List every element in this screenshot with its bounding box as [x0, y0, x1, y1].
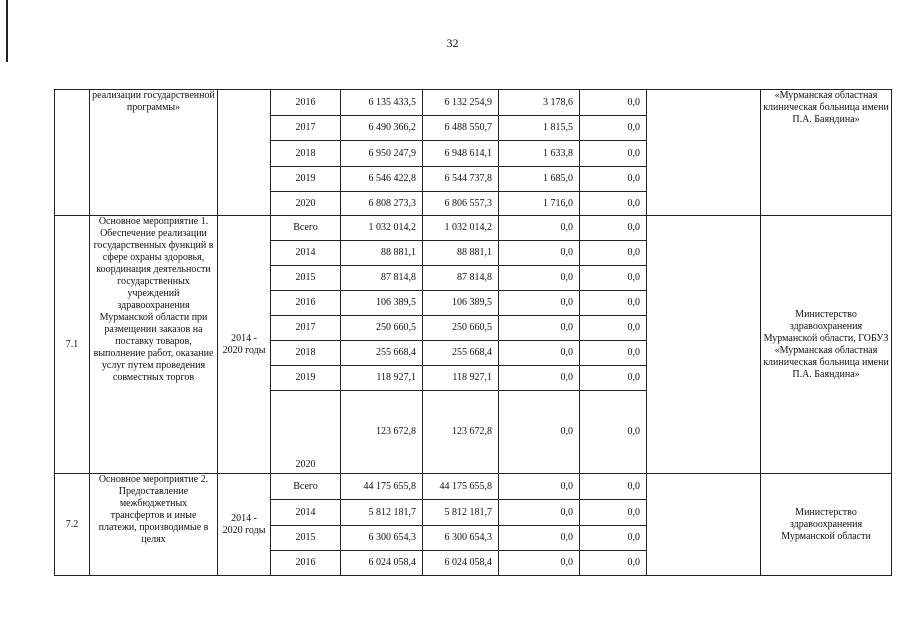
regional-budget-cell: 250 660,5 [423, 316, 499, 341]
other-sources-cell: 0,0 [580, 341, 647, 366]
total-cell: 87 814,8 [341, 266, 423, 291]
regional-budget-cell: 87 814,8 [423, 266, 499, 291]
year-cell: 2016 [271, 291, 341, 316]
total-cell: 250 660,5 [341, 316, 423, 341]
other-sources-cell: 0,0 [580, 116, 647, 141]
other-sources-cell: 0,0 [580, 366, 647, 391]
executor-cell: «Мурманская областная клиническая больница имени П.А. Баяндина» [761, 90, 892, 216]
federal-budget-cell: 0,0 [499, 500, 580, 526]
federal-budget-cell: 1 633,8 [499, 141, 580, 167]
table-row [55, 474, 892, 500]
period-cell: 2014 - 2020 годы [218, 216, 271, 474]
total-cell: 255 668,4 [341, 341, 423, 366]
indicator-cell [647, 90, 761, 216]
total-cell: 123 672,8 [341, 391, 423, 474]
regional-budget-cell: 6 544 737,8 [423, 167, 499, 192]
other-sources-cell: 0,0 [580, 316, 647, 341]
federal-budget-cell: 0,0 [499, 241, 580, 266]
regional-budget-cell: 6 948 614,1 [423, 141, 499, 167]
total-cell: 1 032 014,2 [341, 216, 423, 241]
total-cell: 118 927,1 [341, 366, 423, 391]
regional-budget-cell: 5 812 181,7 [423, 500, 499, 526]
regional-budget-cell: 123 672,8 [423, 391, 499, 474]
regional-budget-cell: 6 132 254,9 [423, 90, 499, 116]
year-cell: 2018 [271, 341, 341, 366]
total-cell: 6 490 366,2 [341, 116, 423, 141]
other-sources-cell: 0,0 [580, 90, 647, 116]
federal-budget-cell: 0,0 [499, 391, 580, 474]
year-cell: 2019 [271, 167, 341, 192]
year-cell: 2018 [271, 141, 341, 167]
page-edge-mark [6, 0, 8, 62]
other-sources-cell: 0,0 [580, 266, 647, 291]
federal-budget-cell: 1 716,0 [499, 192, 580, 216]
year-cell: 2020 [271, 192, 341, 216]
executor-cell: Министерство здравоохранения Мурманской области, ГОБУЗ «Мурманская областная клиническая больница имени П.А. Баяндина» [761, 216, 892, 474]
other-sources-cell: 0,0 [580, 167, 647, 192]
federal-budget-cell: 0,0 [499, 474, 580, 500]
federal-budget-cell: 0,0 [499, 341, 580, 366]
regional-budget-cell: 6 488 550,7 [423, 116, 499, 141]
total-cell: 44 175 655,8 [341, 474, 423, 500]
row-number [55, 90, 90, 216]
executor-cell: Министерство здравоохранения Мурманской области [761, 474, 892, 576]
federal-budget-cell: 1 685,0 [499, 167, 580, 192]
regional-budget-cell: 255 668,4 [423, 341, 499, 366]
other-sources-cell: 0,0 [580, 216, 647, 241]
regional-budget-cell: 6 300 654,3 [423, 526, 499, 551]
other-sources-cell: 0,0 [580, 551, 647, 576]
other-sources-cell: 0,0 [580, 291, 647, 316]
regional-budget-cell: 118 927,1 [423, 366, 499, 391]
other-sources-cell: 0,0 [580, 241, 647, 266]
period-cell: 2014 - 2020 годы [218, 474, 271, 576]
year-cell: 2015 [271, 266, 341, 291]
year-cell: 2014 [271, 500, 341, 526]
federal-budget-cell: 0,0 [499, 551, 580, 576]
year-cell: 2014 [271, 241, 341, 266]
table-row [55, 216, 892, 241]
total-cell: 6 808 273,3 [341, 192, 423, 216]
year-cell: Всего [271, 216, 341, 241]
year-cell: 2015 [271, 526, 341, 551]
year-cell: 2016 [271, 90, 341, 116]
activity-title: Основное мероприятие 1. Обеспечение реализации государственных функций в сфере охраны здоровья, координация деятельности государственных учреждений здравоохранения Мурманской области при размещении заказов на поставку товаров, выполнение работ, оказание услуг путем проведения совместных торгов [90, 216, 218, 474]
other-sources-cell: 0,0 [580, 192, 647, 216]
period-cell [218, 90, 271, 216]
regional-budget-cell: 1 032 014,2 [423, 216, 499, 241]
regional-budget-cell: 44 175 655,8 [423, 474, 499, 500]
total-cell: 6 950 247,9 [341, 141, 423, 167]
total-cell: 6 024 058,4 [341, 551, 423, 576]
program-table [54, 89, 892, 576]
table-row [55, 90, 892, 116]
regional-budget-cell: 106 389,5 [423, 291, 499, 316]
page-number: 32 [446, 36, 459, 50]
total-cell: 5 812 181,7 [341, 500, 423, 526]
row-number: 7.1 [55, 216, 90, 474]
year-cell: 2017 [271, 316, 341, 341]
year-cell: Всего [271, 474, 341, 500]
row-number: 7.2 [55, 474, 90, 576]
activity-title: реализации государственной программы» [90, 90, 218, 216]
total-cell: 6 135 433,5 [341, 90, 423, 116]
total-cell: 6 546 422,8 [341, 167, 423, 192]
total-cell: 88 881,1 [341, 241, 423, 266]
year-cell: 2019 [271, 366, 341, 391]
federal-budget-cell: 0,0 [499, 216, 580, 241]
activity-title: Основное мероприятие 2. Предоставление межбюджетных трансфертов и иные платежи, производимые в целях [90, 474, 218, 576]
year-cell: 2020 [271, 391, 341, 474]
federal-budget-cell: 0,0 [499, 266, 580, 291]
federal-budget-cell: 0,0 [499, 526, 580, 551]
federal-budget-cell: 0,0 [499, 291, 580, 316]
year-cell: 2017 [271, 116, 341, 141]
federal-budget-cell: 0,0 [499, 366, 580, 391]
federal-budget-cell: 1 815,5 [499, 116, 580, 141]
year-cell: 2016 [271, 551, 341, 576]
indicator-cell [647, 474, 761, 576]
regional-budget-cell: 88 881,1 [423, 241, 499, 266]
other-sources-cell: 0,0 [580, 500, 647, 526]
other-sources-cell: 0,0 [580, 526, 647, 551]
regional-budget-cell: 6 024 058,4 [423, 551, 499, 576]
federal-budget-cell: 3 178,6 [499, 90, 580, 116]
federal-budget-cell: 0,0 [499, 316, 580, 341]
total-cell: 6 300 654,3 [341, 526, 423, 551]
other-sources-cell: 0,0 [580, 391, 647, 474]
total-cell: 106 389,5 [341, 291, 423, 316]
other-sources-cell: 0,0 [580, 141, 647, 167]
indicator-cell [647, 216, 761, 474]
other-sources-cell: 0,0 [580, 474, 647, 500]
regional-budget-cell: 6 806 557,3 [423, 192, 499, 216]
